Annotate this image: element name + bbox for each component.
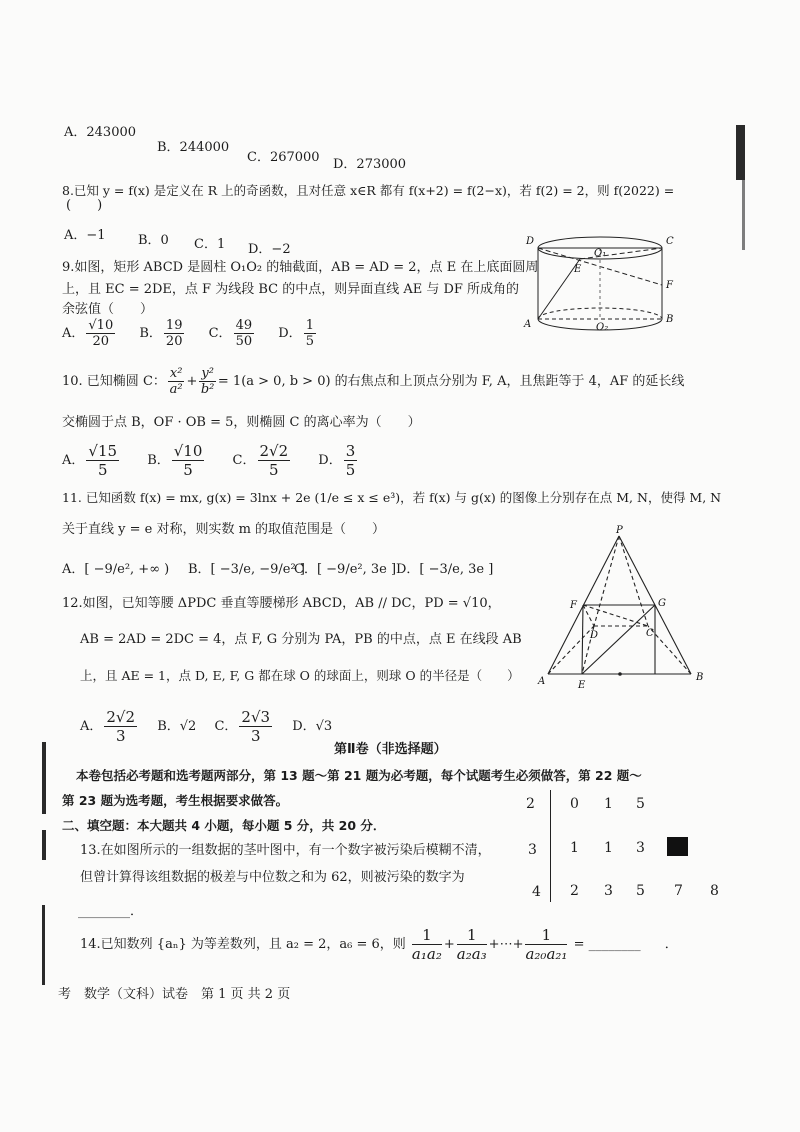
q7-option-c: C．267000 bbox=[247, 150, 320, 165]
q11-line-2: 关于直线 y = e 对称，则实数 m 的取值范围是（ ） bbox=[62, 522, 386, 537]
q9-label-b: B bbox=[666, 314, 674, 325]
q9-label-e: E bbox=[574, 264, 582, 275]
q7-option-b: B．244000 bbox=[157, 140, 230, 155]
q12-pyramid-figure bbox=[536, 524, 716, 694]
part2-section: 二、填空题：本大题共 4 小题，每小题 5 分，共 20 分． bbox=[62, 818, 386, 833]
part2-intro-1: 本卷包括必考题和选考题两部分，第 13 题～第 21 题为必考题，每个试题考生必须做答，第 22 题～ bbox=[76, 768, 642, 783]
part2-intro-2: 第 23 题为选考题，考生根据要求做答。 bbox=[62, 793, 289, 808]
q9-line-3: 余弦值（ ） bbox=[62, 302, 154, 317]
q12-label-a: A bbox=[538, 676, 546, 687]
q11-option-a: A．[ −9/e², +∞ ) bbox=[62, 562, 170, 577]
q12-label-g: G bbox=[658, 598, 666, 609]
q9-cylinder-figure bbox=[520, 228, 680, 338]
q8-option-b: B．0 bbox=[138, 233, 169, 248]
q12-label-f: F bbox=[570, 600, 577, 611]
q12-line-2: AB = 2AD = 2DC = 4，点 F, G 分别为 PA，PB 的中点，点 E 在线段 AB bbox=[80, 632, 522, 647]
q11-option-d: D．[ −3/e, 3e ] bbox=[396, 562, 494, 577]
q9-label-c: C bbox=[666, 236, 674, 247]
leaf: 1 bbox=[604, 840, 613, 856]
q12-label-b: B bbox=[696, 672, 704, 683]
q10-line-1: 10. 已知椭圆 C： $\frac{\text{x²}}{\text{a²}}$ + $\frac{\text{y²}}{\text{b²}}$ = 1(a > 0, b > 0) 的右焦点和上顶点分别为 F, A，且焦距等于 4，AF 的延长线 bbox=[62, 366, 685, 397]
stem-3: 3 bbox=[528, 842, 537, 858]
leaf: 3 bbox=[604, 883, 613, 899]
stem-leaf-plot bbox=[520, 790, 740, 910]
leaf: 1 bbox=[570, 840, 579, 856]
scan-edge-left-2 bbox=[42, 830, 46, 860]
q14-line: 14.已知数列 {aₙ} 为等差数列，且 a₂ = 2，a₆ = 6，则 $\frac{1}{\text{a₁a₂}}$ + $\frac{1}{\text{a₂a₃}}$ +⋯+ $\frac{1}{\text{a₂₀a₂₁}}$ = ________ ． bbox=[80, 926, 678, 963]
q8-option-d: D．−2 bbox=[248, 242, 291, 257]
q12-label-d: D bbox=[590, 630, 599, 641]
q7-option-a: A．243000 bbox=[64, 125, 137, 140]
q9-line-2: 上，且 EC = 2DE，点 F 为线段 BC 的中点，则异面直线 AE 与 DF 所成角的 bbox=[62, 282, 520, 297]
q9-label-o2: O₂ bbox=[596, 322, 609, 333]
q9-label-d: D bbox=[526, 236, 535, 247]
q9-label-f: F bbox=[666, 280, 673, 291]
leaf: 0 bbox=[570, 796, 579, 812]
q7-option-d: D．273000 bbox=[333, 157, 407, 172]
q13-line-1: 13.在如图所示的一组数据的茎叶图中，有一个数字被污染后模糊不清， bbox=[80, 843, 491, 858]
q12-label-p: P bbox=[616, 525, 623, 536]
scan-edge-right-thin bbox=[742, 180, 745, 250]
q12-line-3: 上，且 AE = 1，点 D, E, F, G 都在球 O 的球面上，则球 O 的半径是（ ） bbox=[80, 668, 520, 683]
leaf: 3 bbox=[636, 840, 645, 856]
smudged-leaf bbox=[667, 837, 688, 856]
leaf: 5 bbox=[636, 883, 645, 899]
q12-options: A． $\frac{2√2}{3}$ B．√2 C． $\frac{2√3}{3}$ D．√3 bbox=[80, 708, 333, 745]
scan-edge-left-1 bbox=[42, 742, 46, 814]
q9-label-o1: O₁ bbox=[594, 248, 607, 259]
leaf: 2 bbox=[570, 883, 579, 899]
q10-options: A． $\frac{√15}{5}$ B． $\frac{√10}{5}$ C． $\frac{2√2}{5}$ D． $\frac{3}{5}$ bbox=[62, 442, 356, 479]
q12-label-c: C bbox=[646, 628, 654, 639]
q11-line-1: 11. 已知函数 f(x) = mx, g(x) = 3lnx + 2e (1/e ≤ x ≤ e³)，若 f(x) 与 g(x) 的图像上分别存在点 M, N，使得 M, N bbox=[62, 490, 722, 505]
q13-blank: ________． bbox=[78, 904, 144, 919]
q10-line-2: 交椭圆于点 B，OF · OB = 5，则椭圆 C 的离心率为（ ） bbox=[62, 415, 421, 430]
q9-options: A． $\frac{√10}{20}$ B． $\frac{19}{20}$ C． $\frac{49}{50}$ D． $\frac{1}{5}$ bbox=[62, 318, 314, 349]
q8-option-c: C．1 bbox=[194, 237, 226, 252]
leaf: 5 bbox=[636, 796, 645, 812]
leaf: 8 bbox=[710, 883, 719, 899]
page-footer: 考 数学（文科）试卷 第 1 页 共 2 页 bbox=[58, 987, 291, 1002]
q8-option-a: A．−1 bbox=[64, 228, 106, 243]
q13-line-2: 但曾计算得该组数据的极差与中位数之和为 62，则被污染的数字为 bbox=[80, 870, 465, 885]
stem-2: 2 bbox=[526, 796, 535, 812]
part2-title: 第Ⅱ卷（非选择题） bbox=[334, 742, 447, 757]
q8-blank: ( ) bbox=[66, 198, 103, 213]
q9-label-a: A bbox=[524, 319, 532, 330]
leaf: 1 bbox=[604, 796, 613, 812]
scan-edge-right bbox=[736, 125, 745, 180]
q9-line-1: 9.如图，矩形 ABCD 是圆柱 O₁O₂ 的轴截面，AB = AD = 2，点 E 在上底面圆周 bbox=[62, 260, 539, 275]
q11-option-b: B．[ −3/e, −9/e² ] bbox=[188, 562, 305, 577]
stem-4: 4 bbox=[532, 884, 541, 900]
q8-stem: 8.已知 y = f(x) 是定义在 R 上的奇函数，且对任意 x∈R 都有 f(x+2) = f(2−x)，若 f(2) = 2，则 f(2022) = bbox=[62, 183, 675, 198]
scan-edge-left-3 bbox=[42, 905, 45, 985]
leaf: 7 bbox=[674, 883, 683, 899]
q11-option-c: C．[ −9/e², 3e ] bbox=[294, 562, 397, 577]
q12-line-1: 12.如图，已知等腰 ΔPDC 垂直等腰梯形 ABCD，AB // DC，PD = √10， bbox=[62, 596, 501, 611]
q12-label-e: E bbox=[578, 680, 586, 691]
